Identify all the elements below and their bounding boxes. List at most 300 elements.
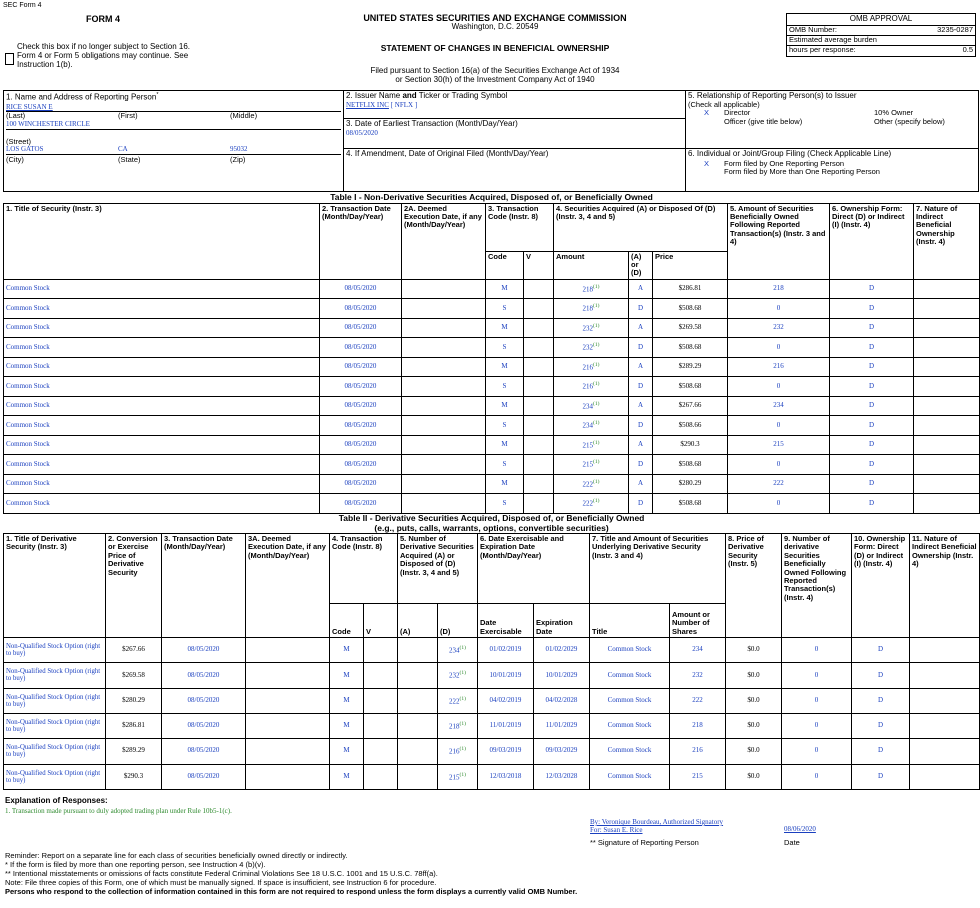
table-row (4, 713, 980, 738)
amount-cell (554, 377, 629, 397)
derivative-price: $0.0 (726, 713, 782, 738)
explanation-title: Explanation of Responses: (5, 796, 108, 805)
derivative-price: $0.0 (726, 688, 782, 713)
transaction-code: M (486, 318, 524, 338)
nature-cell (914, 299, 980, 319)
table2-header-deriv-price: 8. Price of Derivative Security (Instr. 5) (726, 534, 782, 638)
state-value: CA (118, 145, 128, 154)
transaction-code: M (486, 357, 524, 377)
director-label: Director (724, 108, 751, 118)
footnote-ref[interactable]: (1) (593, 459, 600, 466)
v-cell (364, 764, 398, 789)
derivative-title-link[interactable]: Non-Qualified Stock Option (right to buy) (4, 764, 106, 789)
amendment-box (344, 149, 686, 191)
conversion-price: $280.29 (106, 688, 162, 713)
ownership-form: D (852, 663, 910, 688)
security-title-link[interactable]: Common Stock (4, 377, 320, 397)
table2-header-date: 3. Transaction Date (Month/Day/Year) (162, 534, 246, 638)
explanation-footnote-1: 1. Transaction made pursuant to duly adopted trading plan under Rule 10b5-1(c). (5, 807, 232, 815)
transaction-date: 08/05/2020 (320, 474, 402, 494)
underlying-amount: 232 (670, 663, 726, 688)
table1-header-date: 2. Transaction Date (Month/Day/Year) (320, 203, 402, 279)
deemed-date (402, 318, 486, 338)
deemed-date (402, 377, 486, 397)
ownership-form: D (830, 455, 914, 475)
table-row (4, 455, 980, 475)
v-cell (364, 713, 398, 738)
note-4: Persons who respond to the collection of information contained in this form are not required to respond unless the form displays a currently valid OMB Number. (5, 887, 578, 896)
transaction-code: S (486, 299, 524, 319)
reporting-person-label-text: 1. Name and Address of Reporting Person (6, 92, 157, 102)
security-title-link[interactable]: Common Stock (4, 318, 320, 338)
underlying-amount: 215 (670, 764, 726, 789)
reporting-person-label (4, 91, 343, 104)
date-exercisable: 12/03/2018 (478, 764, 534, 789)
v-cell (524, 318, 554, 338)
ownership-form: D (830, 377, 914, 397)
table1-header-code: 3. Transaction Code (Instr. 8) (486, 203, 554, 251)
ownership-form: D (830, 357, 914, 377)
filed-line-2: or Section 30(h) of the Investment Company Act of 1940 (395, 74, 595, 84)
deemed-date (402, 396, 486, 416)
date-exercisable: 11/01/2019 (478, 713, 534, 738)
deemed-date (402, 279, 486, 299)
price: $289.29 (653, 357, 728, 377)
footnote-ref[interactable]: (1) (593, 420, 600, 427)
one-person-label: Form filed by One Reporting Person (724, 158, 845, 168)
v-cell (364, 688, 398, 713)
conversion-price: $269.58 (106, 663, 162, 688)
transaction-code: M (486, 435, 524, 455)
deemed-date (246, 638, 330, 663)
omb-row-label: Estimated average burden (789, 34, 877, 44)
derivative-price: $0.0 (726, 764, 782, 789)
table2-header-title: 1. Title of Derivative Security (Instr. 3) (4, 534, 106, 638)
signature-for: For: Susan E. Rice (590, 825, 643, 834)
amount-owned: 0 (728, 299, 830, 319)
footnote-ref[interactable]: (1) (459, 746, 466, 753)
table2-header-price: 2. Conversion or Exercise Price of Derivative Security (106, 534, 162, 638)
transaction-date: 08/05/2020 (320, 338, 402, 358)
transaction-code: S (486, 455, 524, 475)
last-label: (Last) (6, 111, 26, 121)
deemed-date (402, 474, 486, 494)
table2-sub-expiration: Expiration Date (534, 604, 590, 638)
deemed-date (402, 416, 486, 436)
underlying-title: Common Stock (590, 713, 670, 738)
ownership-form: D (830, 435, 914, 455)
amount: 215 (582, 441, 594, 450)
acquired-cell (398, 663, 438, 688)
nature-cell (910, 663, 980, 688)
transaction-code: M (330, 688, 364, 713)
amount: 232 (582, 324, 594, 333)
transaction-date: 08/05/2020 (162, 713, 246, 738)
state-label: (State) (118, 154, 141, 164)
table-row (4, 739, 980, 764)
table1-sub-code: Code (486, 251, 524, 279)
deemed-date (246, 764, 330, 789)
transaction-code: M (486, 396, 524, 416)
security-title-link[interactable]: Common Stock (4, 299, 320, 319)
nature-cell (910, 739, 980, 764)
reminder-text: Reminder: Report on a separate line for each class of securities beneficially owned directly or indirectly. (5, 851, 348, 860)
amount-cell (554, 299, 629, 319)
price: $290.3 (653, 435, 728, 455)
section16-checkbox[interactable] (5, 53, 14, 65)
date-exercisable: 01/02/2019 (478, 638, 534, 663)
omb-row-label: OMB Number: (789, 24, 837, 34)
amount-owned: 0 (728, 416, 830, 436)
v-cell (524, 377, 554, 397)
a-or-d: A (629, 318, 653, 338)
date-exercisable: 04/02/2019 (478, 688, 534, 713)
acquired-cell (398, 688, 438, 713)
nature-cell (914, 279, 980, 299)
derivative-owned: 0 (782, 764, 852, 789)
nature-cell (914, 416, 980, 436)
price: $508.66 (653, 416, 728, 436)
conversion-price: $267.66 (106, 638, 162, 663)
ownership-form: D (852, 764, 910, 789)
security-title-link[interactable]: Common Stock (4, 338, 320, 358)
footnote-ref[interactable]: (1) (593, 478, 600, 485)
issuer-label-pre: 2. Issuer Name (346, 91, 403, 100)
ownership-form: D (830, 299, 914, 319)
footnote-ref[interactable]: (1) (593, 498, 600, 505)
amount: 218 (582, 285, 594, 294)
date-exercisable: 10/01/2019 (478, 663, 534, 688)
ownership-form: D (852, 739, 910, 764)
amount-cell (554, 396, 629, 416)
nature-cell (910, 638, 980, 663)
table-row (4, 474, 980, 494)
table-row (4, 435, 980, 455)
footnote-ref[interactable]: (1) (593, 439, 600, 446)
table2-header-deemed: 3A. Deemed Execution Date, if any (Month/Day/Year) (246, 534, 330, 638)
nature-cell (914, 338, 980, 358)
table2-header-nature: 11. Nature of Indirect Beneficial Ownership (Instr. 4) (910, 534, 980, 638)
underlying-title: Common Stock (590, 663, 670, 688)
v-cell (524, 474, 554, 494)
deemed-date (246, 713, 330, 738)
table2-header-number: 5. Number of Derivative Securities Acquired (A) or Disposed of (D) (Instr. 3, 4 and 5) (398, 534, 478, 604)
footnote-ref[interactable]: (1) (459, 670, 466, 677)
derivative-owned: 0 (782, 713, 852, 738)
transaction-code: S (486, 338, 524, 358)
earliest-transaction-box (344, 119, 686, 149)
table2-title-text: Table II - Derivative Securities Acquired, Disposed of, or Beneficially Owned (338, 514, 645, 523)
v-cell (524, 455, 554, 475)
table1-sub-v: V (524, 251, 554, 279)
derivative-price: $0.0 (726, 739, 782, 764)
transaction-code: M (330, 739, 364, 764)
price: $508.68 (653, 338, 728, 358)
amount-cell (554, 279, 629, 299)
table-row (4, 357, 980, 377)
v-cell (524, 435, 554, 455)
a-or-d: A (629, 435, 653, 455)
security-title-link[interactable]: Common Stock (4, 455, 320, 475)
acquired-cell (398, 764, 438, 789)
reminders (5, 851, 577, 896)
footnote-ref[interactable]: (1) (593, 361, 600, 368)
nature-cell (914, 396, 980, 416)
transaction-date: 08/05/2020 (320, 357, 402, 377)
signature-date: 08/06/2020 (784, 825, 816, 833)
table1-title: Table I - Non-Derivative Securities Acquired, Disposed of, or Beneficially Owned (330, 193, 653, 202)
note-3: Note: File three copies of this Form, one of which must be manually signed. If space is insufficient, see Instruction 6 for procedure. (5, 878, 437, 887)
issuer-box (344, 91, 686, 119)
signature-block[interactable] (590, 819, 723, 835)
city-label: (City) (6, 154, 24, 164)
table2-header-underlying: 7. Title and Amount of Securities Underlying Derivative Security (Instr. 3 and 4) (590, 534, 726, 604)
amount-owned: 0 (728, 455, 830, 475)
transaction-date: 08/05/2020 (320, 455, 402, 475)
transaction-code: M (330, 663, 364, 688)
disposed-cell (438, 739, 478, 764)
transaction-code: M (486, 474, 524, 494)
disposed-cell (438, 688, 478, 713)
transaction-code: S (486, 494, 524, 514)
price: $280.29 (653, 474, 728, 494)
amount: 232 (582, 343, 594, 352)
a-or-d: A (629, 357, 653, 377)
amount-cell (554, 474, 629, 494)
transaction-date: 08/05/2020 (162, 764, 246, 789)
table2-header-ownership: 10. Ownership Form: Direct (D) or Indirect (I) (Instr. 4) (852, 534, 910, 638)
conversion-price: $290.3 (106, 764, 162, 789)
derivative-owned: 0 (782, 663, 852, 688)
footnote-ref[interactable]: (1) (459, 771, 466, 778)
note-1: * If the form is filed by more than one reporting person, see Instruction 4 (b)(v). (5, 860, 266, 869)
v-cell (524, 279, 554, 299)
date-label: Date (784, 838, 800, 847)
filer-info-section (3, 90, 979, 192)
deemed-date (246, 688, 330, 713)
amount-owned: 222 (728, 474, 830, 494)
signature-by: By: Veronique Bourdeau, Authorized Signatory (590, 818, 724, 826)
conversion-price: $286.81 (106, 713, 162, 738)
issuer-label-post: Ticker or Trading Symbol (416, 91, 508, 100)
security-title-link[interactable]: Common Stock (4, 279, 320, 299)
footnote-ref[interactable]: (1) (459, 695, 466, 702)
disposed-cell (438, 713, 478, 738)
ownership-form: D (830, 474, 914, 494)
amount-owned: 0 (728, 494, 830, 514)
ownership-form: D (830, 416, 914, 436)
ten-pct-owner-label: 10% Owner (874, 108, 914, 118)
disposed: 222 (449, 697, 460, 706)
ownership-form: D (852, 713, 910, 738)
footnote-ref[interactable]: (1) (593, 283, 600, 290)
amount-cell (554, 318, 629, 338)
table2-header-owned: 9. Number of derivative Securities Beneficially Owned Following Reported Transaction(s) (Instr. 4) (782, 534, 852, 638)
nature-cell (914, 494, 980, 514)
transaction-date: 08/05/2020 (320, 377, 402, 397)
security-title-link[interactable]: Common Stock (4, 474, 320, 494)
disposed: 218 (449, 722, 460, 731)
amount-cell (554, 357, 629, 377)
table1-header-nature: 7. Nature of Indirect Beneficial Ownership (Instr. 4) (914, 203, 980, 279)
disposed: 232 (449, 671, 460, 680)
table2-sub-d: (D) (438, 604, 478, 638)
table1-header-title: 1. Title of Security (Instr. 3) (4, 203, 320, 279)
city-value: LOS GATOS (6, 145, 44, 154)
v-cell (364, 739, 398, 764)
amendment-label: 4. If Amendment, Date of Original Filed (Month/Day/Year) (346, 149, 549, 158)
derivative-title-link[interactable]: Non-Qualified Stock Option (right to buy) (4, 739, 106, 764)
expiration-date: 04/02/2028 (534, 688, 590, 713)
expiration-date: 11/01/2029 (534, 713, 590, 738)
acquired-cell (398, 713, 438, 738)
footnote-ref[interactable]: (1) (593, 400, 600, 407)
filing-label: 6. Individual or Joint/Group Filing (Check Applicable Line) (688, 149, 892, 158)
street-label: (Street) (6, 136, 32, 146)
disposed-cell (438, 663, 478, 688)
underlying-title: Common Stock (590, 764, 670, 789)
deemed-date (246, 739, 330, 764)
issuer-name-link[interactable]: NETFLIX INC (346, 100, 389, 109)
table2-sub-code: Code (330, 604, 364, 638)
omb-approval-box (786, 13, 976, 57)
table-row (4, 764, 980, 789)
amount-owned: 216 (728, 357, 830, 377)
security-title-link[interactable]: Common Stock (4, 494, 320, 514)
footnote-ref[interactable]: (1) (593, 342, 600, 349)
relationship-label: 5. Relationship of Reporting Person(s) to Issuer (688, 91, 857, 100)
a-or-d: A (629, 279, 653, 299)
signature-label: ** Signature of Reporting Person (590, 838, 699, 847)
nature-cell (914, 455, 980, 475)
security-title-link[interactable]: Common Stock (4, 357, 320, 377)
ownership-form: D (830, 494, 914, 514)
derivative-title-link[interactable]: Non-Qualified Stock Option (right to buy) (4, 663, 106, 688)
ownership-form: D (830, 318, 914, 338)
transaction-date: 08/05/2020 (320, 396, 402, 416)
v-cell (364, 638, 398, 663)
v-cell (524, 299, 554, 319)
sec-form-label: SEC Form 4 (3, 2, 42, 9)
reporting-person-name-link[interactable]: RICE SUSAN E (6, 102, 53, 111)
amount-owned: 0 (728, 338, 830, 358)
more-person-label: Form filed by More than One Reporting Person (724, 167, 880, 177)
omb-row-value: 0.5 (962, 44, 973, 54)
table2-sub-title: Title (590, 604, 670, 638)
statement-title: STATEMENT OF CHANGES IN BENEFICIAL OWNERSHIP (380, 43, 610, 53)
transaction-code: M (330, 713, 364, 738)
footnote-ref[interactable]: (1) (459, 720, 466, 727)
amount-owned: 234 (728, 396, 830, 416)
derivative-title-link[interactable]: Non-Qualified Stock Option (right to buy) (4, 688, 106, 713)
underlying-amount: 234 (670, 638, 726, 663)
table-row (4, 663, 980, 688)
omb-title: OMB APPROVAL (787, 14, 975, 26)
amount-owned: 215 (728, 435, 830, 455)
footnote-ref[interactable]: (1) (593, 381, 600, 388)
table-derivative (3, 514, 980, 790)
acquired-cell (398, 739, 438, 764)
table2-sub-v: V (364, 604, 398, 638)
filed-line-1: Filed pursuant to Section 16(a) of the Securities Exchange Act of 1934 (370, 66, 620, 75)
footnote-ref[interactable]: (1) (593, 303, 600, 310)
table-row (4, 396, 980, 416)
v-cell (364, 663, 398, 688)
amount: 216 (582, 382, 594, 391)
underlying-title: Common Stock (590, 638, 670, 663)
middle-label: (Middle) (230, 111, 258, 121)
amount-cell (554, 455, 629, 475)
transaction-date: 08/05/2020 (162, 688, 246, 713)
security-title-link[interactable]: Common Stock (4, 396, 320, 416)
table-row (4, 638, 980, 663)
underlying-amount: 222 (670, 688, 726, 713)
earliest-transaction-value: 08/05/2020 (346, 128, 378, 137)
amount: 234 (582, 421, 594, 430)
a-or-d: A (629, 396, 653, 416)
officer-label: Officer (give title below) (724, 116, 803, 126)
derivative-owned: 0 (782, 688, 852, 713)
price: $286.81 (653, 279, 728, 299)
a-or-d: A (629, 474, 653, 494)
derivative-title-link[interactable]: Non-Qualified Stock Option (right to buy) (4, 638, 106, 663)
footnote-ref[interactable]: (1) (459, 645, 466, 652)
table1-sub-price: Price (653, 251, 728, 279)
derivative-price: $0.0 (726, 663, 782, 688)
deemed-date (246, 663, 330, 688)
security-title-link[interactable]: Common Stock (4, 435, 320, 455)
expiration-date: 09/03/2029 (534, 739, 590, 764)
earliest-transaction-label: 3. Date of Earliest Transaction (Month/Day/Year) (346, 119, 518, 128)
commission-name: UNITED STATES SECURITIES AND EXCHANGE COMMISSION (363, 13, 627, 23)
transaction-code: M (486, 279, 524, 299)
issuer-ticker: [ NFLX ] (390, 100, 418, 109)
transaction-code: S (486, 377, 524, 397)
disposed: 216 (449, 747, 460, 756)
acquired-cell (398, 638, 438, 663)
transaction-code: S (486, 416, 524, 436)
table-row (4, 494, 980, 514)
issuer-label-and: and (402, 91, 417, 100)
security-title-link[interactable]: Common Stock (4, 416, 320, 436)
table-non-derivative (3, 193, 980, 514)
section16-checkbox-label: Check this box if no longer subject to Section 16. Form 4 or Form 5 obligations may continue. See Instruction 1(b). (17, 42, 190, 69)
transaction-date: 08/05/2020 (320, 416, 402, 436)
a-or-d: D (629, 455, 653, 475)
transaction-date: 08/05/2020 (320, 279, 402, 299)
a-or-d: D (629, 377, 653, 397)
table-row (4, 688, 980, 713)
a-or-d: D (629, 416, 653, 436)
derivative-title-link[interactable]: Non-Qualified Stock Option (right to buy) (4, 713, 106, 738)
footnote-ref[interactable]: (1) (593, 322, 600, 329)
ownership-form: D (830, 279, 914, 299)
table-row (4, 377, 980, 397)
expiration-date: 10/01/2029 (534, 663, 590, 688)
transaction-date: 08/05/2020 (320, 299, 402, 319)
deemed-date (402, 338, 486, 358)
nature-cell (910, 713, 980, 738)
amount-cell (554, 494, 629, 514)
deemed-date (402, 494, 486, 514)
asterisk: * (156, 92, 159, 98)
reporting-person-box (4, 91, 344, 191)
nature-cell (914, 318, 980, 338)
filing-box (686, 149, 978, 191)
price: $269.58 (653, 318, 728, 338)
table-row (4, 338, 980, 358)
table-row (4, 299, 980, 319)
